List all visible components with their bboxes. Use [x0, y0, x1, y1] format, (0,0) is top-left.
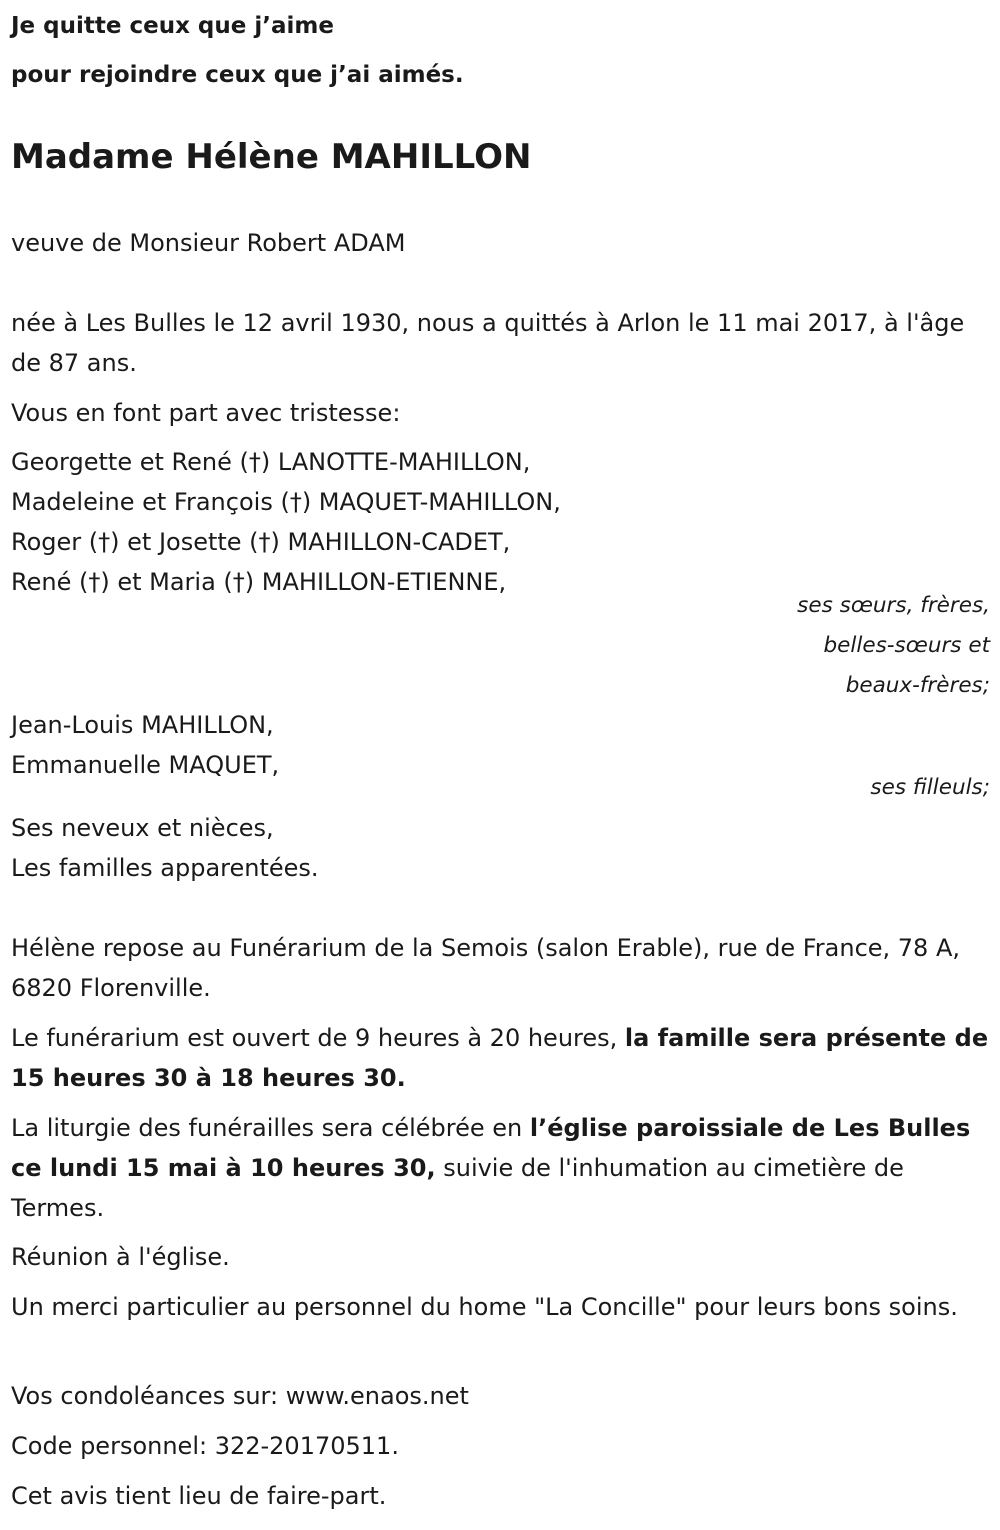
rest-place-text: Hélène repose au Funérarium de la Semois (salon Erable), rue de France, 78 A, 6820 Florenville. [11, 934, 960, 1002]
relatives-entry: Les familles apparentées. [11, 854, 319, 882]
godchild-entry: Emmanuelle MAQUET, [11, 751, 280, 779]
other-relatives [11, 808, 990, 888]
epigraph [11, 2, 990, 100]
siblings-role-line: belles-sœurs et [823, 633, 990, 658]
opening-hours-text [11, 1018, 990, 1098]
godchild-entry: Jean-Louis MAHILLON, [11, 711, 274, 739]
thanks-text: Un merci particulier au personnel du home "La Concille" pour leurs bons soins. [11, 1293, 958, 1321]
liturgy-bold: l’église paroissiale de Les Bulles ce lundi 15 mai à 10 heures 30, [11, 1114, 971, 1182]
sibling-entry: Madeleine et François (†) MAQUET-MAHILLON, [11, 488, 561, 516]
meeting-text: Réunion à l'église. [11, 1243, 230, 1271]
liturgy-plain-1: La liturgie des funérailles sera célébrée en [11, 1114, 530, 1142]
birth-death-text: née à Les Bulles le 12 avril 1930, nous a quittés à Arlon le 11 mai 2017, à l'âge de 87 ans. [11, 309, 965, 377]
siblings-role-line: ses sœurs, frères, [797, 593, 990, 618]
sibling-entry: Roger (†) et Josette (†) MAHILLON-CADET, [11, 528, 511, 556]
closing-text: Cet avis tient lieu de faire-part. [11, 1482, 387, 1510]
liturgy-text [11, 1108, 990, 1228]
sibling-entry: Georgette et René (†) LANOTTE-MAHILLON, [11, 448, 531, 476]
opening-hours-bold: la famille sera présente de 15 heures 30 à 18 heures 30. [11, 1024, 989, 1092]
deceased-name: Madame Hélène MAHILLON [11, 137, 532, 177]
godchildren-role: ses filleuls; [870, 775, 990, 800]
relatives-entry: Ses neveux et nièces, [11, 814, 274, 842]
siblings-role [11, 586, 990, 706]
siblings-role-line: beaux-frères; [845, 673, 990, 698]
liturgy-plain-2: suivie de l'inhumation au cimetière de Termes. [11, 1154, 904, 1222]
epigraph-line-2: pour rejoindre ceux que j’ai aimés. [11, 62, 464, 88]
sibling-entry: René (†) et Maria (†) MAHILLON-ETIENNE, [11, 568, 507, 596]
announce-text: Vous en font part avec tristesse: [11, 399, 401, 427]
widow-of: veuve de Monsieur Robert ADAM [11, 229, 406, 257]
condolences-text: Vos condoléances sur: www.enaos.net [11, 1382, 469, 1410]
opening-hours-plain: Le funérarium est ouvert de 9 heures à 20 heures, [11, 1024, 625, 1052]
siblings-list [11, 442, 990, 602]
personal-code-text: Code personnel: 322-20170511. [11, 1432, 399, 1460]
epigraph-line-1: Je quitte ceux que j’aime [11, 13, 334, 39]
